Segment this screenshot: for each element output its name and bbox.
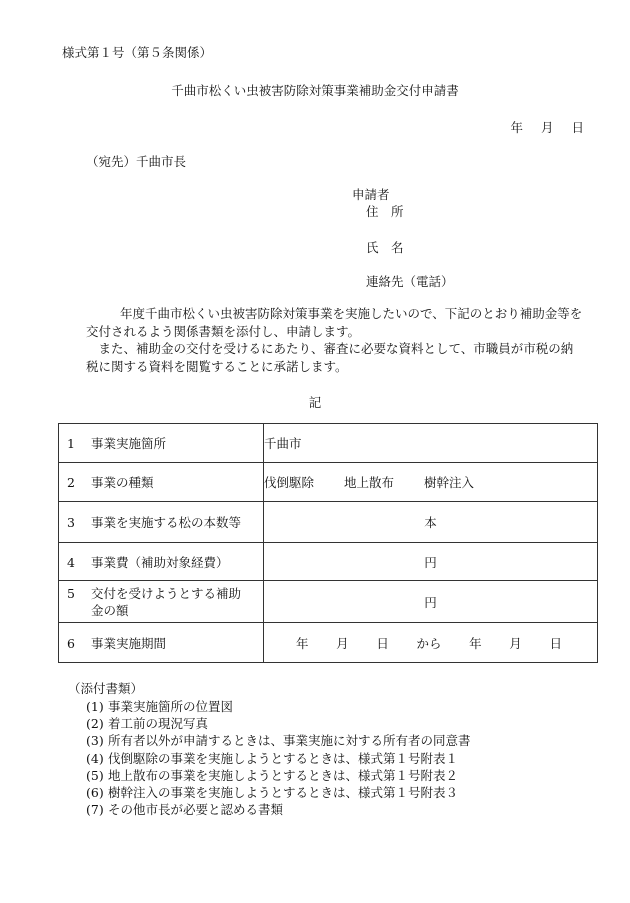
list-item	[86, 767, 471, 784]
list-item-text: 伐倒駆除の事業を実施しようとするときは、様式第１号附表１	[108, 750, 459, 766]
list-item-mark: (4)	[86, 750, 104, 766]
table-row	[59, 543, 598, 581]
list-item-mark: (5)	[86, 767, 104, 783]
row-number: 4	[67, 554, 75, 570]
row-number: 1	[67, 436, 75, 451]
row-label	[59, 502, 264, 543]
option-trunk-injection[interactable]: 樹幹注入	[424, 475, 475, 490]
list-item-mark: (7)	[86, 802, 104, 818]
addressee: （宛先）千曲市長	[86, 154, 187, 169]
period-end-month: 月	[509, 635, 522, 651]
list-item	[86, 698, 471, 715]
row-number: 6	[67, 635, 75, 651]
table-row	[59, 623, 598, 663]
date-month: 月	[540, 120, 554, 135]
period-start-month: 月	[336, 635, 349, 651]
row-label	[59, 424, 264, 463]
row-number: 2	[67, 475, 75, 490]
row-label	[59, 623, 264, 663]
row-label-text: 交付を受けようとする補助金の額	[91, 585, 242, 618]
period-end-day: 日	[549, 635, 562, 651]
period-start-year: 年	[296, 635, 309, 651]
row-label-text: 事業実施箇所	[91, 436, 167, 451]
list-item-text: 事業実施箇所の位置図	[108, 699, 234, 714]
project-type-cell	[264, 463, 598, 502]
list-item-mark: (2)	[86, 716, 104, 732]
project-location-cell[interactable]	[264, 424, 598, 463]
row-label	[59, 581, 264, 623]
applicant-name-label: 氏 名	[366, 240, 404, 255]
period-start-day: 日	[376, 635, 389, 651]
table-row	[59, 502, 598, 543]
option-felling[interactable]: 伐倒駆除	[264, 475, 315, 490]
subsidy-amount-cell[interactable]	[264, 581, 598, 623]
row-label-text: 事業費（補助対象経費）	[91, 554, 229, 570]
date-year: 年	[510, 120, 523, 135]
page-title: 千曲市松くい虫被害防除対策事業補助金交付申請書	[171, 83, 459, 98]
applicant-title: 申請者	[352, 187, 390, 202]
application-table	[58, 423, 598, 663]
list-item-text: 着工前の現況写真	[108, 716, 209, 732]
list-item-mark: (6)	[86, 784, 104, 800]
list-item	[86, 784, 471, 801]
applicant-contact-label: 連絡先（電話）	[366, 274, 454, 289]
project-period-cell[interactable]	[264, 623, 598, 663]
date-day: 日	[571, 120, 584, 135]
pine-count-unit: 本	[424, 515, 437, 530]
project-cost-cell[interactable]	[264, 543, 598, 581]
project-cost-unit: 円	[424, 554, 437, 570]
body-paragraph-1: 年度千曲市松くい虫被害防除対策事業を実施したいので、下記のとおり補助金等を交付されるよう関係書類を添付し、申請します。	[86, 306, 583, 339]
project-location-value: 千曲市	[264, 436, 302, 451]
attachments-title: （添付書類）	[68, 681, 144, 696]
list-item-text: 地上散布の事業を実施しようとするときは、様式第１号附表２	[108, 767, 459, 783]
list-item	[86, 732, 471, 749]
row-label-text: 事業を実施する松の本数等	[91, 515, 242, 530]
row-number: 3	[67, 515, 75, 530]
ki-heading: 記	[308, 395, 322, 410]
form-number: 様式第１号（第５条関係）	[62, 45, 213, 60]
row-label-text: 事業実施期間	[91, 635, 167, 651]
table-row	[59, 463, 598, 502]
row-label	[59, 463, 264, 502]
list-item	[86, 750, 471, 767]
list-item-mark: (3)	[86, 733, 104, 749]
table-row	[59, 424, 598, 463]
list-item	[86, 715, 471, 732]
body-text	[86, 305, 584, 375]
period-end-year: 年	[469, 635, 482, 651]
attachments-list	[86, 698, 471, 818]
date-line	[496, 120, 584, 135]
period-from: から	[416, 635, 442, 651]
list-item-mark: (1)	[86, 699, 104, 714]
row-label	[59, 543, 264, 581]
applicant-address-label: 住 所	[366, 204, 404, 219]
body-paragraph-2: また、補助金の交付を受けるにあたり、審査に必要な資料として、市職員が市税の納税に関する資料を閲覧することに承諾します。	[86, 341, 574, 374]
table-row	[59, 581, 598, 623]
row-number: 5	[67, 585, 75, 601]
list-item-text: 樹幹注入の事業を実施しようとするときは、様式第１号附表３	[108, 784, 459, 800]
list-item-text: 所有者以外が申請するときは、事業実施に対する所有者の同意書	[108, 733, 471, 749]
option-ground-spray[interactable]: 地上散布	[344, 475, 395, 490]
subsidy-amount-unit: 円	[424, 594, 437, 610]
pine-count-cell[interactable]	[264, 502, 598, 543]
list-item	[86, 801, 471, 818]
row-label-text: 事業の種類	[91, 475, 154, 490]
list-item-text: その他市長が必要と認める書類	[108, 802, 284, 818]
